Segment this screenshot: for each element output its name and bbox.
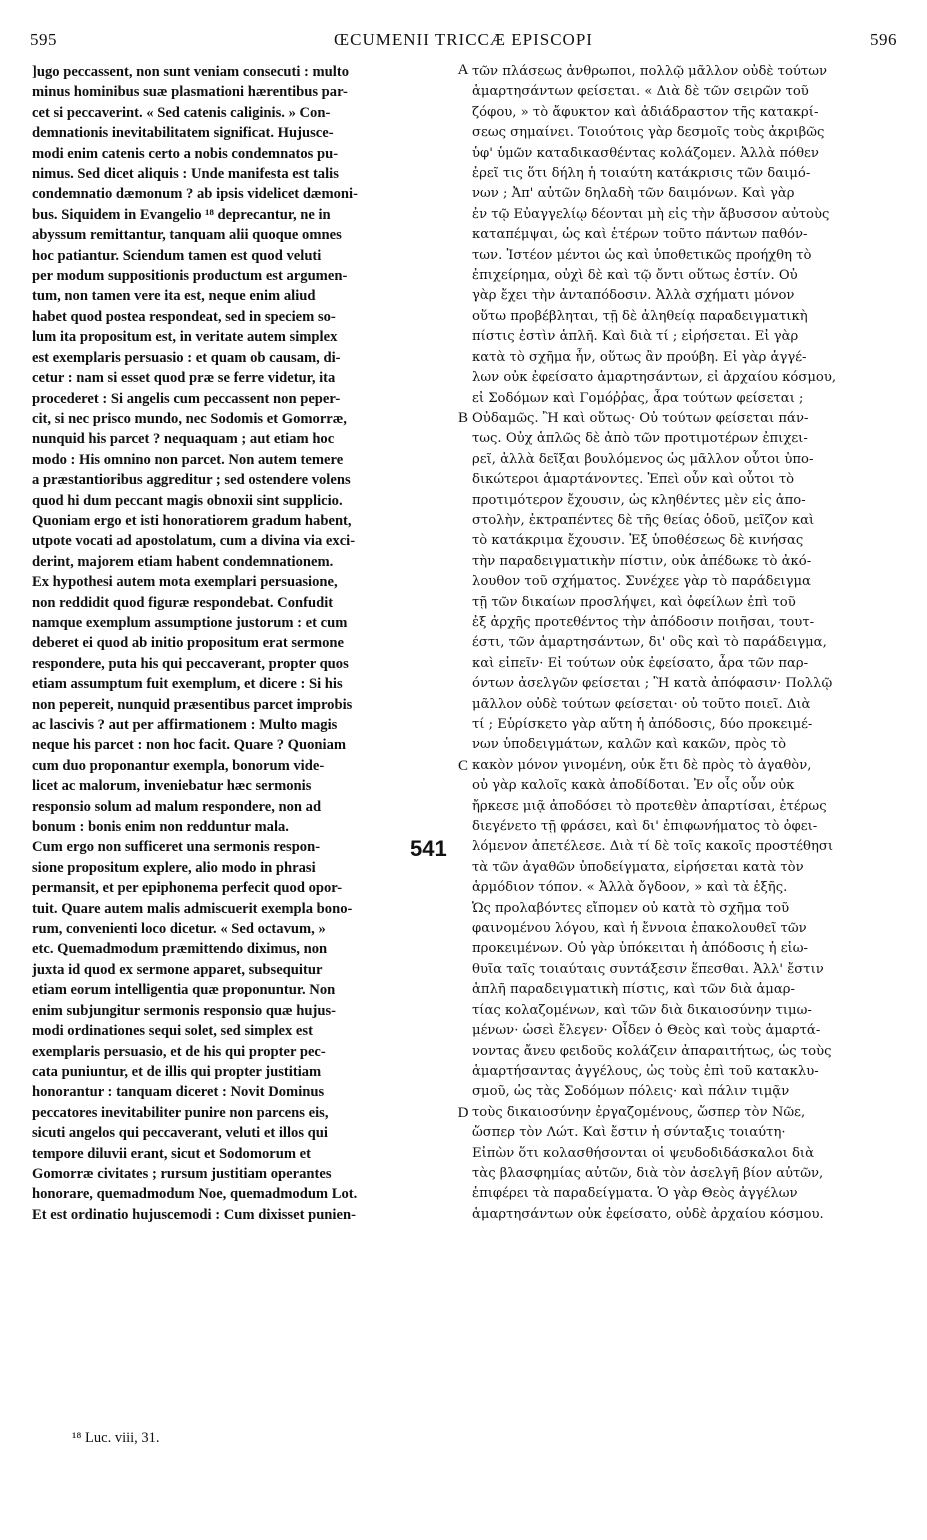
latin-text-line: respondere, puta his qui peccaverant, propter quos bbox=[32, 655, 349, 672]
latin-text-line: hoc patiantur. Sciendum tamen est quod veluti bbox=[32, 247, 322, 264]
latin-column bbox=[32, 62, 454, 1225]
latin-text-line: juxta id quod ex sermone apparet, subsequitur bbox=[32, 961, 323, 978]
greek-text-line: ἁμαρτησάντων οὐκ ἐφείσατο, οὐδὲ ἀρχαίου κόσμου. bbox=[472, 1206, 824, 1222]
greek-text-line: όντων ἀσελγῶν φείσεται ; Ἢ κατὰ ἀπόφασιν· Πολλῷ bbox=[472, 676, 833, 692]
greek-text-line: ἐπιχείρημα, οὐχὶ δὲ καὶ τῷ ὄντι οὕτως ἐστίν. Οὐ bbox=[472, 268, 798, 284]
greek-text-line: τὰς βλασφημίας αὐτῶν, διὰ τὸν ἀσελγῆ βίον αὐτῶν, bbox=[472, 1165, 824, 1181]
latin-text-line: demnationis inevitabilitatem significat. Hujusce- bbox=[32, 125, 334, 142]
latin-text-line: per modum suppositionis productum est argumen- bbox=[32, 268, 348, 285]
latin-text-line: cet si peccaverint. « Sed catenis caliginis. » Con- bbox=[32, 104, 331, 121]
greek-text-line: Οὐδαμῶς. Ἢ καὶ οὕτως· Οὐ τούτων φείσεται πάν- bbox=[472, 410, 809, 426]
greek-text-line: καταπέμψαι, ὡς καὶ ἑτέρων τοῦτο πάντων παθόν- bbox=[472, 227, 808, 243]
latin-text-line: nimus. Sed dicet aliquis : Unde manifesta est talis bbox=[32, 166, 339, 183]
latin-text-line: non reddidit quod figuræ respondebat. Confudit bbox=[32, 594, 334, 611]
footnote: ¹⁸ Luc. viii, 31. bbox=[72, 1430, 160, 1446]
latin-text-line: Ex hypothesi autem mota exemplari persuasione, bbox=[32, 574, 338, 591]
latin-text-line: cum duo proponantur exempla, bonorum vide- bbox=[32, 757, 325, 774]
latin-text-line: modi ordinationes sequi solet, sed simplex est bbox=[32, 1023, 313, 1040]
latin-text-line: tempore diluvii erant, sicut et Sodomorum et bbox=[32, 1145, 312, 1162]
margin-marker-b: B bbox=[457, 410, 468, 426]
running-title: ŒCUMENII TRICCÆ EPISCOPI bbox=[334, 30, 593, 49]
latin-text-line: namque exemplum assumptione justorum : et cum bbox=[32, 614, 348, 631]
latin-text-line: bus. Siquidem in Evangelio ¹⁸ deprecantur, ne in bbox=[32, 206, 331, 223]
latin-text-line: ]ugo peccassent, non sunt veniam consecuti : multo bbox=[32, 64, 350, 80]
greek-text-line: ἐξ ἀρχῆς προτεθέντος τὴν ἀπόδοσιν ποιῆσαι, τουτ- bbox=[472, 614, 815, 630]
latin-text-line: modi enim catenis certo a nobis condemnatos pu- bbox=[32, 145, 339, 162]
greek-text-line: φαινομένου λόγου, καὶ ἡ ἔννοια ἐπακολουθεῖ τῶν bbox=[472, 921, 807, 937]
greek-text-line: τως. Οὐχ ἁπλῶς δὲ ἀπὸ τῶν προτιμοτέρων ἐπιχει- bbox=[472, 431, 808, 447]
latin-text-line: abyssum remittantur, tanquam alii quoque omnes bbox=[32, 227, 342, 244]
latin-text-line: tum, non tamen vere ita est, neque enim aliud bbox=[32, 288, 316, 305]
greek-text-line: σεως σημαίνει. Τοιούτοις γὰρ δεσμοῖς τοὺς ἀκριβῶς bbox=[472, 125, 825, 141]
page-number-left: 595 bbox=[30, 30, 57, 49]
latin-text-line: cata puniuntur, et de illis qui propter justitiam bbox=[32, 1063, 322, 1080]
latin-text-line: minus hominibus suæ plasmationi hærentibus par- bbox=[32, 84, 348, 101]
latin-text-line: quod hi dum peccant magis obnoxii sint supplicio. bbox=[32, 492, 343, 509]
greek-text-line: ἐν τῷ Εὐαγγελίῳ δέονται μὴ εἰς τὴν ἄβυσσον αὐτοὺς bbox=[472, 206, 830, 222]
latin-text-line: Quoniam ergo et isti honoratiorem gradum habent, bbox=[32, 512, 352, 529]
latin-text-line: exemplaris persuasio, et de his qui propter pec- bbox=[32, 1043, 326, 1060]
greek-text-line: διεγένετο τῇ φράσει, καὶ δι' ἐπιφωνήματος τὸ ὀφει- bbox=[472, 819, 818, 835]
greek-text-line: ἁμαρτήσαντας ἀγγέλους, ὡς τοὺς ἐπὶ τοῦ κατακλυ- bbox=[472, 1063, 819, 1079]
latin-text-line: est exemplaris persuasio : et quam ob causam, di- bbox=[32, 349, 341, 366]
latin-text-line: condemnatio dæmonum ? ab ipsis videlicet dæmoni- bbox=[32, 186, 358, 203]
latin-text-line: utpote vocati ad apostolatum, cum a divina via exci- bbox=[32, 533, 356, 550]
greek-text-line: θυῖα ταῖς τοιαύταις συντάξεσιν ἕπεσθαι. Ἀλλ' ἔστιν bbox=[472, 961, 824, 977]
greek-text-line: λων οὐκ ἐφείσατο ἁμαρτησάντων, εἰ ἀρχαίου κόσμου, bbox=[472, 370, 837, 386]
greek-text-line: τὴν παραδειγματικὴν πίστιν, οὐκ ἀπέδωκε τὸ ἀκό- bbox=[472, 553, 812, 569]
latin-text-line: derint, majorem etiam habent condemnationem. bbox=[32, 553, 334, 570]
greek-text-line: ζόφου, » τὸ ἄφυκτον καὶ ἀδιάδραστον τῆς κατακρί- bbox=[472, 104, 819, 120]
greek-text-line: τὸ κατάκριμα ἔχουσιν. Ἐξ ὑποθέσεως δὲ κινήσας bbox=[472, 533, 804, 549]
latin-text-line: deberet ei quod ab initio propositum erat sermone bbox=[32, 635, 345, 652]
latin-text-line: modo : His omnino non parcet. Non autem temere bbox=[32, 451, 344, 468]
greek-text-line: ὥσπερ τὸν Λώτ. Καὶ ἔστιν ἡ σύνταξις τοιαύτη· bbox=[472, 1125, 786, 1141]
latin-text-line: rum, convenienti loco dicetur. « Sed octavum, » bbox=[32, 921, 326, 938]
greek-text-line: καὶ εἰπεῖν· Εἰ τούτων οὐκ ἐφείσατο, ἆρα τῶν παρ- bbox=[472, 655, 809, 671]
latin-text-line: honorantur : tanquam diceret : Novit Dominus bbox=[32, 1084, 325, 1101]
running-header bbox=[30, 30, 897, 56]
greek-text-line: δικώτεροι ἁμαρτάνοντες. Ἐπεὶ οὖν καὶ οὗτοι τὸ bbox=[472, 472, 795, 488]
greek-text-line: λουθον τοῦ σχήματος. Συνέχεε γὰρ τὸ παράδειγμα bbox=[472, 574, 811, 590]
greek-column bbox=[472, 62, 904, 1225]
greek-text-line: Ὡς προλαβόντες εἴπομεν οὐ κατὰ τὸ σχῆμα τοῦ bbox=[472, 900, 790, 916]
latin-text-line: responsio solum ad malum respondere, non ad bbox=[32, 798, 322, 815]
greek-text-line: ὑφ' ὑμῶν καταδικασθέντας κολάζομεν. Ἀλλὰ πόθεν bbox=[472, 145, 819, 161]
greek-text-line: τίας κολαζομένων, καὶ τῶν διὰ δικαιοσύνην τιμω- bbox=[472, 1002, 812, 1018]
greek-text-line: μᾶλλον οὐδὲ τούτων φείσεται· οὐ τοῦτο ποιεῖ. Διὰ bbox=[472, 696, 811, 712]
greek-text-line: ἤρκεσε μιᾷ ἀποδόσει τὸ προτεθὲν ἀπαρτίσαι, ἑτέρως bbox=[472, 798, 827, 814]
latin-text-line: Cum ergo non sufficeret una sermonis respon- bbox=[32, 839, 321, 856]
latin-text-line: sione propositum explere, alio modo in phrasi bbox=[32, 859, 316, 876]
greek-text-line: στολὴν, ἐκτραπέντες δὲ τῆς θείας ὁδοῦ, μεῖζον καὶ bbox=[472, 512, 815, 528]
greek-text-line: σμοῦ, ὡς τὰς Σοδόμων πόλεις· καὶ πάλιν τιμᾷν bbox=[472, 1084, 790, 1100]
latin-text-line: etc. Quemadmodum præmittendo diximus, non bbox=[32, 941, 328, 958]
latin-text-line: Gomorræ civitates ; rursum justitiam operantes bbox=[32, 1165, 332, 1182]
greek-text-line: ρεῖ, ἀλλὰ δεῖξαι βουλόμενος ὡς μᾶλλον οὗτοι ὑπο- bbox=[472, 451, 814, 467]
latin-text-line: peccatores inevitabiliter punire non parcens eis, bbox=[32, 1104, 329, 1121]
greek-text-line: νοντας ἄνευ φειδοῦς κολάζειν ἀπαραιτήτως, ὡς τοὺς bbox=[472, 1043, 832, 1059]
greek-text-line: προκειμένων. Οὐ γὰρ ὑπόκειται ἡ ἀπόδοσις ἡ εἰω- bbox=[472, 941, 808, 957]
greek-text-line: ἁμαρτησάντων φείσεται. « Διὰ δὲ τῶν σειρῶν τοῦ bbox=[472, 84, 809, 100]
latin-text-line: ac lascivis ? aut per affirmationem : Multo magis bbox=[32, 717, 338, 733]
margin-marker-a: A bbox=[457, 62, 469, 78]
greek-text-line: ἁρμόδιον τόπον. « Ἀλλὰ ὄγδοον, » καὶ τὰ ἑξῆς. bbox=[472, 880, 788, 896]
greek-text-line: μένων· ὡσεὶ ἔλεγεν· Οἶδεν ὁ Θεὸς καὶ τοὺς ἁμαρτά- bbox=[472, 1023, 821, 1039]
latin-text-line: Et est ordinatio hujuscemodi : Cum dixisset punien- bbox=[32, 1206, 356, 1223]
greek-text-line: νων ; Ἀπ' αὐτῶν δηλαδὴ τῶν δαιμόνων. Καὶ γὰρ bbox=[472, 186, 795, 202]
greek-text-line: προτιμότερον ἔχουσιν, ὡς κληθέντες μὲν εἰς ἀπο- bbox=[472, 492, 806, 508]
greek-text-line: ἁπλῆ παραδειγματικὴ πίστις, καὶ τῶν διὰ ἁμαρ- bbox=[472, 982, 795, 998]
margin-marker-d: D bbox=[457, 1105, 469, 1121]
column-number: 541 bbox=[410, 836, 447, 861]
latin-text-line: a præstantioribus aggreditur ; sed ostendere volens bbox=[32, 472, 351, 489]
greek-text-line: τί ; Εὑρίσκετο γὰρ αὕτη ἡ ἀπόδοσις, δύο προκειμέ- bbox=[472, 717, 813, 732]
greek-text-line: ἐπιφέρει τὰ παραδείγματα. Ὁ γὰρ Θεὸς ἀγγέλων bbox=[472, 1186, 798, 1202]
greek-text-line: των. Ἰστέον μέντοι ὡς καὶ ὑποθετικῶς προήχθη τὸ bbox=[472, 247, 812, 263]
latin-text-line: etiam eorum intelligentia quæ proponuntur. Non bbox=[32, 982, 336, 999]
greek-text-line: τῶν πλάσεως ἀνθρωποι, πολλῷ μᾶλλον οὐδὲ τούτων bbox=[472, 64, 827, 79]
greek-text-line: κακὸν μόνον γινομένη, οὐκ ἔτι δὲ πρὸς τὸ ἀγαθὸν, bbox=[472, 757, 812, 773]
greek-text-line: οὕτω προβέβληται, τῇ δὲ ἀληθείᾳ παραδειγματικὴ bbox=[472, 308, 808, 324]
latin-text-line: etiam assumptum fuit exemplum, et dicere : Si his bbox=[32, 676, 343, 693]
latin-text-line: habet quod postea respondeat, sed in speciem so- bbox=[32, 308, 336, 325]
latin-text-line: sicuti angelos qui peccaverant, veluti et illos qui bbox=[32, 1125, 328, 1142]
greek-text-line: νων ὑποδειγμάτων, καλῶν καὶ κακῶν, πρὸς τὸ bbox=[472, 737, 787, 753]
latin-text-line: neque his parcet : non hoc facit. Quare ? Quoniam bbox=[32, 737, 347, 754]
greek-text-line: εἰ Σοδόμων καὶ Γομόῤῥας, ἆρα τούτων φείσεται ; bbox=[472, 390, 804, 406]
latin-text-line: honorare, quemadmodum Noe, quemadmodum Lot. bbox=[32, 1186, 358, 1203]
greek-text-line: έστι, τῶν ἁμαρτησάντων, δι' οὓς καὶ τὸ παράδειγμα, bbox=[472, 635, 827, 651]
latin-text-line: permansit, et per epiphonema perfecit quod opor- bbox=[32, 880, 343, 897]
latin-text-line: cit, si nec prisco mundo, nec Sodomis et Gomorræ, bbox=[32, 410, 347, 427]
page-number-right: 596 bbox=[870, 30, 897, 49]
margin-marker-c: C bbox=[457, 758, 468, 774]
greek-text-line: γὰρ ἔχει τὴν ἀνταπόδοσιν. Ἀλλὰ σχήματι μόνον bbox=[472, 288, 795, 304]
greek-text-line: Εἰπὼν ὅτι κολασθήσονται οἱ ψευδοδιδάσκαλοι διὰ bbox=[472, 1145, 814, 1161]
greek-text-line: κατὰ τὸ σχῆμα ἦν, οὕτως ἂν προύβη. Εἰ γὰρ ἀγγέ- bbox=[472, 349, 807, 365]
greek-text-line: πίστις ἐστὶν ἁπλῆ. Καὶ διὰ τί ; εἰρήσεται. Εἰ γὰρ bbox=[472, 329, 799, 345]
greek-text-line: τοὺς δικαιοσύνην ἐργαζομένους, ὥσπερ τὸν Νῶε, bbox=[472, 1104, 806, 1120]
latin-text-line: cetur : nam si esset quod præ se ferre videtur, ita bbox=[32, 370, 336, 387]
greek-text-line: τὰ τῶν ἀγαθῶν ὑποδείγματα, εἰρήσεται κατὰ τὸν bbox=[472, 859, 804, 875]
latin-text-line: bonum : bonis enim non redduntur mala. bbox=[32, 819, 289, 836]
latin-text-line: licet ac malorum, inveniebatur hæc sermonis bbox=[32, 778, 312, 795]
latin-text-line: tuit. Quare autem malis admiscuerit exempla bono- bbox=[32, 900, 353, 917]
greek-text-line: ἐρεῖ τις ὅτι δήλη ἡ τοιαύτη κατάκρισις τῶν δαιμό- bbox=[472, 166, 811, 182]
latin-text-line: enim subjungitur sermonis responsio quæ hujus- bbox=[32, 1002, 336, 1019]
greek-text-line: λόμενον ἀπετέλεσε. Διὰ τί δὲ τοῖς κακοῖς προστέθησι bbox=[472, 839, 834, 855]
latin-text-line: procederet : Si angelis cum peccassent non peper- bbox=[32, 390, 341, 407]
latin-text-line: non pepereit, nunquid præsentibus parcet improbis bbox=[32, 696, 353, 713]
latin-text-line: nunquid his parcet ? nequaquam ; aut etiam hoc bbox=[32, 431, 335, 448]
latin-text-line: lum ita propositum est, in veritate autem simplex bbox=[32, 329, 338, 346]
greek-text-line: οὐ γὰρ καλοῖς κακὰ ἀποδίδοται. Ἐν οἷς οὖν οὐκ bbox=[472, 778, 795, 794]
greek-text-line: τῇ τῶν δικαίων προσλήψει, καὶ ὀφείλων ἐπὶ τοῦ bbox=[472, 594, 796, 610]
